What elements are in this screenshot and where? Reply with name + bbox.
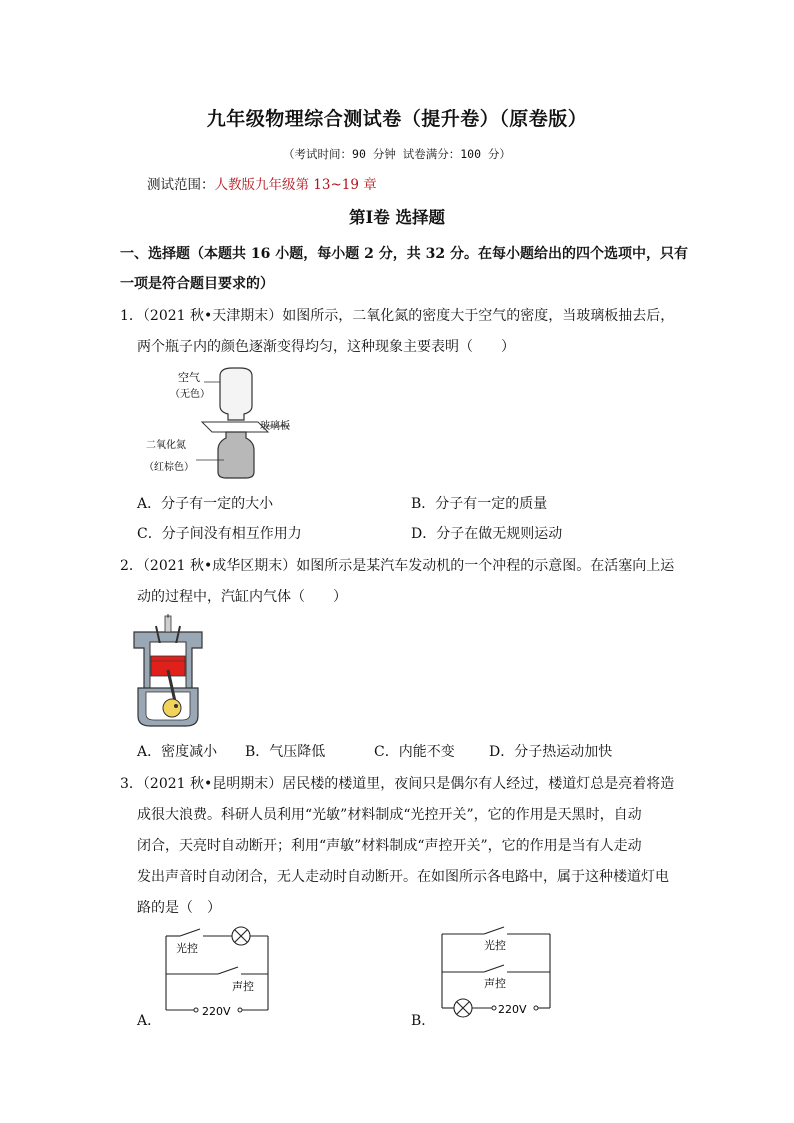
spark-plug-icon	[165, 616, 171, 632]
q2-option-c: C．内能不变	[374, 744, 455, 760]
lower-jar	[218, 432, 254, 478]
q3-circuit-a-label: A．	[137, 1013, 162, 1029]
q1-option-a: A．分子有一定的大小	[137, 496, 274, 512]
q1-option-d: D．分子在做无规则运动	[411, 526, 563, 542]
q2-option-b: B．气压降低	[245, 744, 326, 760]
q3-stem-line-5: 路的是（ ）	[137, 900, 221, 916]
q2-stem-line-1: 2．（2021 秋•成华区期末）如图所示是某汽车发动机的一个冲程的示意图。在活塞向上运	[120, 558, 675, 574]
test-scope	[147, 173, 377, 193]
label-glass: 玻璃板	[260, 421, 290, 432]
q3-stem-line-4: 发出声音时自动闭合，无人走动时自动断开。在如图所示各电路中，属于这种楼道灯电	[137, 869, 669, 885]
circuit-a-voltage-label: 220V	[202, 1005, 231, 1018]
label-air-sub: （无色）	[170, 389, 210, 400]
label-air: 空气	[178, 371, 200, 384]
q2-option-a: A．密度减小	[137, 744, 218, 760]
q3-stem-line-3: 闭合，天亮时自动断开；利用“声敏”材料制成“声控开关”，它的作用是当有人走动	[137, 838, 642, 854]
q3-stem-line-1: 3．（2021 秋•昆明期末）居民楼的楼道里，夜间只是偶尔有人经过，楼道灯总是亮着将造	[120, 776, 675, 792]
scope-label: 测试范围：	[147, 177, 215, 193]
scope-value: 人教版九年级第 13~19 章	[214, 177, 377, 193]
q3-circuit-b	[436, 922, 556, 1022]
circuit-a-sound-switch-label: 声控	[232, 980, 254, 993]
exam-subtitle: （考试时间：90 分钟 试卷满分：100 分）	[283, 147, 511, 161]
q1-stem-line-1: 1．（2021 秋•天津期末）如图所示，二氧化氮的密度大于空气的密度，当玻璃板抽去后，	[120, 308, 675, 324]
q3-circuit-a	[160, 922, 276, 1022]
q1-option-b: B．分子有一定的质量	[411, 496, 548, 512]
q2-stem-line-2: 动的过程中，汽缸内气体（ ）	[137, 589, 347, 605]
circuit-a-light-switch-label: 光控	[176, 942, 198, 955]
label-no2: 二氧化氮	[146, 440, 186, 451]
glass-plate	[202, 422, 268, 432]
circuit-b-voltage-label: 220V	[498, 1003, 527, 1016]
q3-circuit-b-label: B．	[411, 1013, 436, 1029]
q2-option-d: D．分子热运动加快	[489, 744, 613, 760]
instructions-line-1: 一、选择题（本题共 16 小题，每小题 2 分，共 32 分。在每小题给出的四个选项中，只有	[120, 246, 688, 262]
q1-stem-line-2: 两个瓶子内的颜色逐渐变得均匀，这种现象主要表明（ ）	[137, 339, 515, 355]
q3-stem-line-2: 成很大浪费。科研人员利用“光敏”材料制成“光控开关”，它的作用是天黑时，自动	[137, 807, 642, 823]
q2-engine-stroke-figure	[128, 612, 208, 732]
q1-diffusion-figure	[140, 362, 310, 482]
circuit-b-sound-switch-label: 声控	[484, 977, 506, 990]
exam-title: 九年级物理综合测试卷（提升卷）（原卷版）	[206, 108, 588, 130]
instructions-line-2: 一项是符合题目要求的）	[120, 276, 274, 292]
q1-option-c: C．分子间没有相互作用力	[137, 526, 302, 542]
crankshaft	[163, 699, 181, 717]
label-no2-sub: （红棕色）	[144, 462, 194, 473]
section-title: 第Ⅰ卷 选择题	[349, 208, 445, 227]
upper-jar	[220, 368, 252, 420]
circuit-b-light-switch-label: 光控	[484, 939, 506, 952]
